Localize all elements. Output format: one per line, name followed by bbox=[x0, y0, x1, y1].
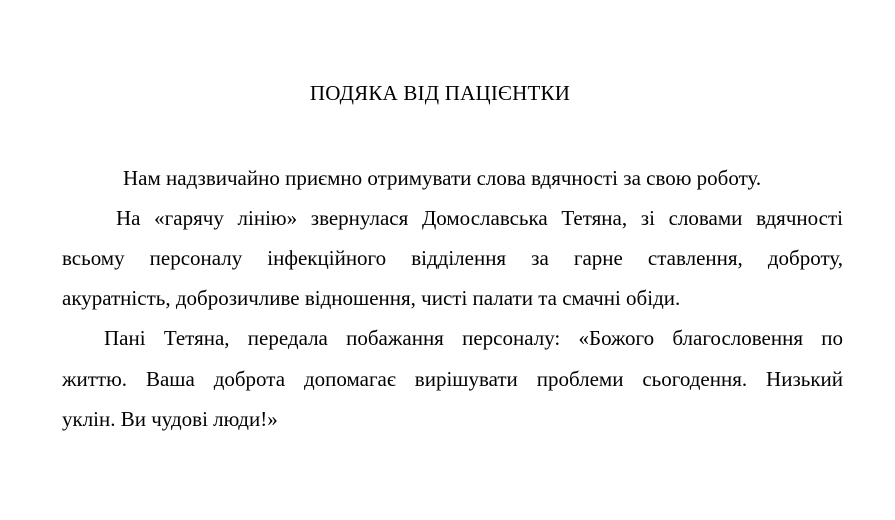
paragraph-1-line-1: Нам надзвичайно приємно отримувати слова вдячності за свою роботу. bbox=[123, 166, 762, 190]
paragraph-2-line-2: всьому персоналу інфекційного відділення за гарне ставлення, доброту, bbox=[62, 246, 843, 270]
paragraph-3-line-2: життю. Ваша доброта допомагає вирішувати проблеми сьогодення. Низький bbox=[62, 367, 843, 391]
paragraph-3-line-1: Пані Тетяна, передала побажання персоналу: «Божого благословення по bbox=[104, 326, 843, 350]
paragraph-2-line-3: акуратність, доброзичливе відношення, чисті палати та смачні обіди. bbox=[62, 286, 681, 310]
paragraph-2-line-1: На «гарячу лінію» звернулася Домославська Тетяна, зі словами вдячності bbox=[116, 206, 843, 230]
paragraph-3-line-3: уклін. Ви чудові люди!» bbox=[62, 407, 278, 431]
document-title: ПОДЯКА ВІД ПАЦІЄНТКИ bbox=[309, 81, 571, 105]
